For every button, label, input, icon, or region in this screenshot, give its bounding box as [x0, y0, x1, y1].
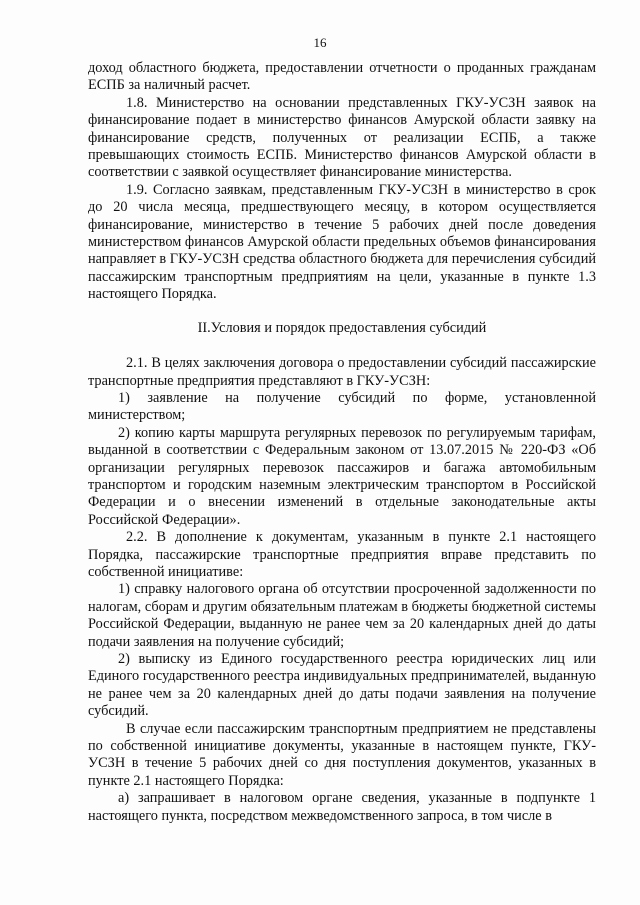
list-item-a: а) запрашивает в налоговом органе сведения, указанные в подпункте 1 настоящего пункта, посредством межведомственного запроса, в том числе в [88, 790, 596, 824]
list-item-2-2-1: 1) справку налогового органа об отсутствии просроченной задолженности по налогам, сборам и другим обязательным платежам в бюджеты бюджетной системы Российской Федерации, выданную не ранее чем за 20 календарных дней до даты подачи заявления на получение субсидий; [88, 581, 596, 650]
list-item-2-1-1: 1) заявление на получение субсидий по форме, установленной министерством; [88, 389, 596, 424]
paragraph-2-1: 2.1. В целях заключения договора о предоставлении субсидий пассажирские транспортные предприятия представляют в ГКУ-УСЗН: [88, 355, 596, 389]
list-item-2-1-2: 2) копию карты маршрута регулярных перевозок по регулируемым тарифам, выданной в соответствии с Федеральным законом от 13.07.2015 № 220-ФЗ «Об организации регулярных перевозок пассажиров и багажа автомобильным транспортом и городским наземным электрическим транспортом в Российской Федерации и о внесении изменений в отдельные законодательные акты Российской Федерации». [88, 424, 596, 528]
page-number: 16 [313, 35, 327, 50]
paragraph-budget-continuation: доход областного бюджета, предоставлении отчетности о проданных гражданам ЕСПБ за наличный расчет. [88, 60, 596, 94]
paragraph-if-not-provided: В случае если пассажирским транспортным предприятием не представлены по собственной инициативе документы, указанные в настоящем пункте, ГКУ-УСЗН в течение 5 рабочих дней со дня поступления документов, указанных в пункте 2.1 настоящего Порядка: [88, 720, 596, 789]
paragraph-2-2: 2.2. В дополнение к документам, указанным в пункте 2.1 настоящего Порядка, пассажирские транспортные предприятия вправе представить по собственной инициативе: [88, 529, 596, 580]
paragraph-1-8: 1.8. Министерство на основании представленных ГКУ-УСЗН заявок на финансирование подает в министерство финансов Амурской области заявку на финансирование средств, полученных от реализации ЕСПБ, а также превышающих стоимость ЕСПБ. Министерство финансов Амурской области в соответствии с заявкой осуществляет финансирование министерства. [88, 94, 596, 181]
section-heading: II.Условия и порядок предоставления субсидий [197, 319, 487, 336]
document-body [88, 60, 596, 825]
paragraph-1-9: 1.9. Согласно заявкам, представленным ГКУ-УСЗН в министерство в срок до 20 числа месяца, предшествующего месяцу, в котором осуществляется финансирование, министерство в течение 5 рабочих дней после доведения министерством финансов Амурской области предельных объемов финансирования направляет в ГКУ-УСЗН средства областного бюджета для перечисления субсидий пассажирским транспортным предприятиям на цели, указанные в пункте 1.3 настоящего Порядка. [88, 181, 596, 303]
list-item-2-2-2: 2) выписку из Единого государственного реестра юридических лиц или Единого государственного реестра индивидуальных предпринимателей, выданную не ранее чем за 20 календарных дней до даты подачи заявления на получение субсидий. [88, 651, 596, 720]
